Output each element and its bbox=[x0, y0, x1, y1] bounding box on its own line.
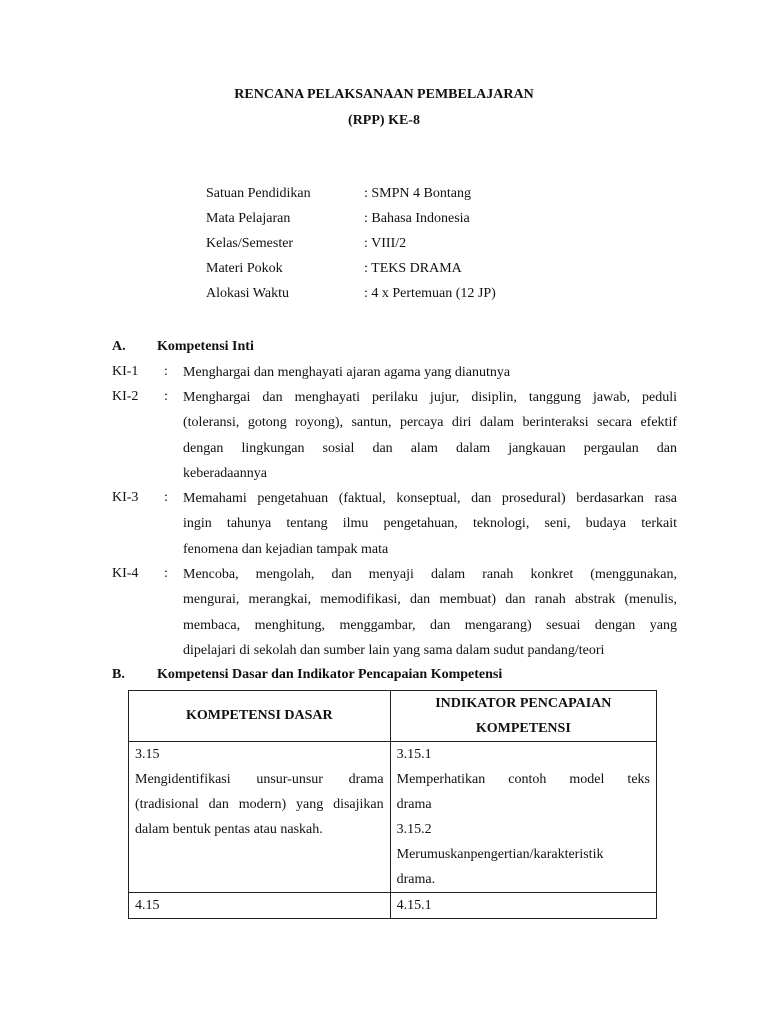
table-header-indikator-line2: KOMPETENSI bbox=[475, 721, 571, 736]
identity-label: Materi Pokok bbox=[206, 261, 283, 276]
identity-value: : TEKS DRAMA bbox=[364, 261, 462, 276]
ki-colon: : bbox=[164, 389, 168, 404]
section-a-title: Kompetensi Inti bbox=[157, 339, 254, 354]
table-row bbox=[129, 742, 657, 893]
ki-line: Mencoba, mengolah, dan menyaji dalam ranah konkret (menggunakan, bbox=[183, 567, 677, 582]
cell-line: Mengidentifikasi unsur-unsur drama bbox=[135, 772, 384, 787]
ki-label: KI-1 bbox=[112, 364, 139, 379]
ki-line: mengurai, merangkai, memodifikasi, dan membuat) dan ranah abstrak (menulis, bbox=[183, 592, 677, 608]
ki-label: KI-3 bbox=[112, 490, 139, 505]
identity-value: : 4 x Pertemuan (12 JP) bbox=[364, 286, 496, 301]
cell-line: Memperhatikan contoh model teks bbox=[396, 772, 650, 787]
identity-label: Alokasi Waktu bbox=[206, 286, 289, 301]
table-cell-kd bbox=[129, 893, 391, 919]
section-b-title: Kompetensi Dasar dan Indikator Pencapaian Kompetensi bbox=[157, 667, 503, 682]
kd-table bbox=[128, 690, 657, 919]
cell-line: drama. bbox=[396, 872, 436, 887]
table-cell-kd bbox=[129, 742, 391, 893]
document-subtitle: (RPP) KE-8 bbox=[348, 113, 420, 128]
section-a-letter: A. bbox=[112, 339, 126, 354]
document-title: RENCANA PELAKSANAAN PEMBELAJARAN bbox=[234, 87, 534, 102]
section-b-letter: B. bbox=[112, 667, 125, 682]
ki-line: (toleransi, gotong royong), santun, percaya diri dalam berinteraksi secara efektif bbox=[183, 415, 677, 431]
identity-value: : VIII/2 bbox=[364, 236, 407, 251]
ki-line: Memahami pengetahuan (faktual, konseptual, dan prosedural) berdasarkan rasa bbox=[183, 491, 677, 506]
table-header-row bbox=[129, 691, 657, 742]
identity-label: Kelas/Semester bbox=[206, 236, 294, 251]
table-cell-indikator bbox=[390, 742, 656, 893]
ki-label: KI-4 bbox=[112, 566, 139, 581]
identity-label: Mata Pelajaran bbox=[206, 211, 291, 226]
ki-line: Menghargai dan menghayati ajaran agama yang dianutnya bbox=[183, 365, 511, 380]
ki-text bbox=[183, 385, 677, 486]
identity-label: Satuan Pendidikan bbox=[206, 186, 311, 201]
cell-line: 3.15 bbox=[135, 747, 160, 762]
cell-line: 4.15 bbox=[135, 898, 160, 913]
table-header-indikator-line1: INDIKATOR PENCAPAIAN bbox=[435, 696, 612, 711]
ki-line: keberadaannya bbox=[183, 465, 267, 481]
cell-line: 3.15.1 bbox=[396, 747, 432, 762]
ki-colon: : bbox=[164, 566, 168, 581]
identity-value: : SMPN 4 Bontang bbox=[364, 186, 471, 201]
ki-line: Menghargai dan menghayati perilaku jujur, disiplin, tanggung jawab, peduli bbox=[183, 390, 677, 405]
cell-line: (tradisional dan modern) yang disajikan bbox=[135, 797, 384, 812]
ki-colon: : bbox=[164, 490, 168, 505]
ki-text bbox=[183, 486, 677, 562]
cell-line: drama bbox=[396, 797, 432, 812]
table-cell-indikator bbox=[390, 893, 656, 919]
table-header-kd bbox=[129, 691, 391, 742]
ki-line: dipelajari di sekolah dan sumber lain yang sama dalam sudut pandang/teori bbox=[183, 642, 605, 658]
ki-line: ingin tahunya tentang ilmu pengetahuan, teknologi, seni, budaya terkait bbox=[183, 516, 677, 532]
ki-line: fenomena dan kejadian tampak mata bbox=[183, 541, 389, 557]
cell-line: Merumuskanpengertian/karakteristik bbox=[396, 847, 604, 862]
table-header-kd-label: KOMPETENSI DASAR bbox=[186, 708, 333, 723]
cell-line: 3.15.2 bbox=[396, 822, 432, 837]
identity-value: : Bahasa Indonesia bbox=[364, 211, 470, 226]
ki-line: membaca, menghitung, menggambar, dan mengarang) sesuai dengan yang bbox=[183, 617, 677, 633]
cell-line: dalam bentuk pentas atau naskah. bbox=[135, 822, 323, 837]
ki-line: dengan lingkungan sosial dan alam dalam jangkauan pergaulan dan bbox=[183, 440, 677, 456]
ki-text bbox=[183, 360, 677, 385]
ki-label: KI-2 bbox=[112, 389, 139, 404]
ki-colon: : bbox=[164, 364, 168, 379]
table-row bbox=[129, 893, 657, 919]
cell-line: 4.15.1 bbox=[396, 898, 432, 913]
ki-text bbox=[183, 562, 677, 663]
table-header-indikator bbox=[390, 691, 656, 742]
